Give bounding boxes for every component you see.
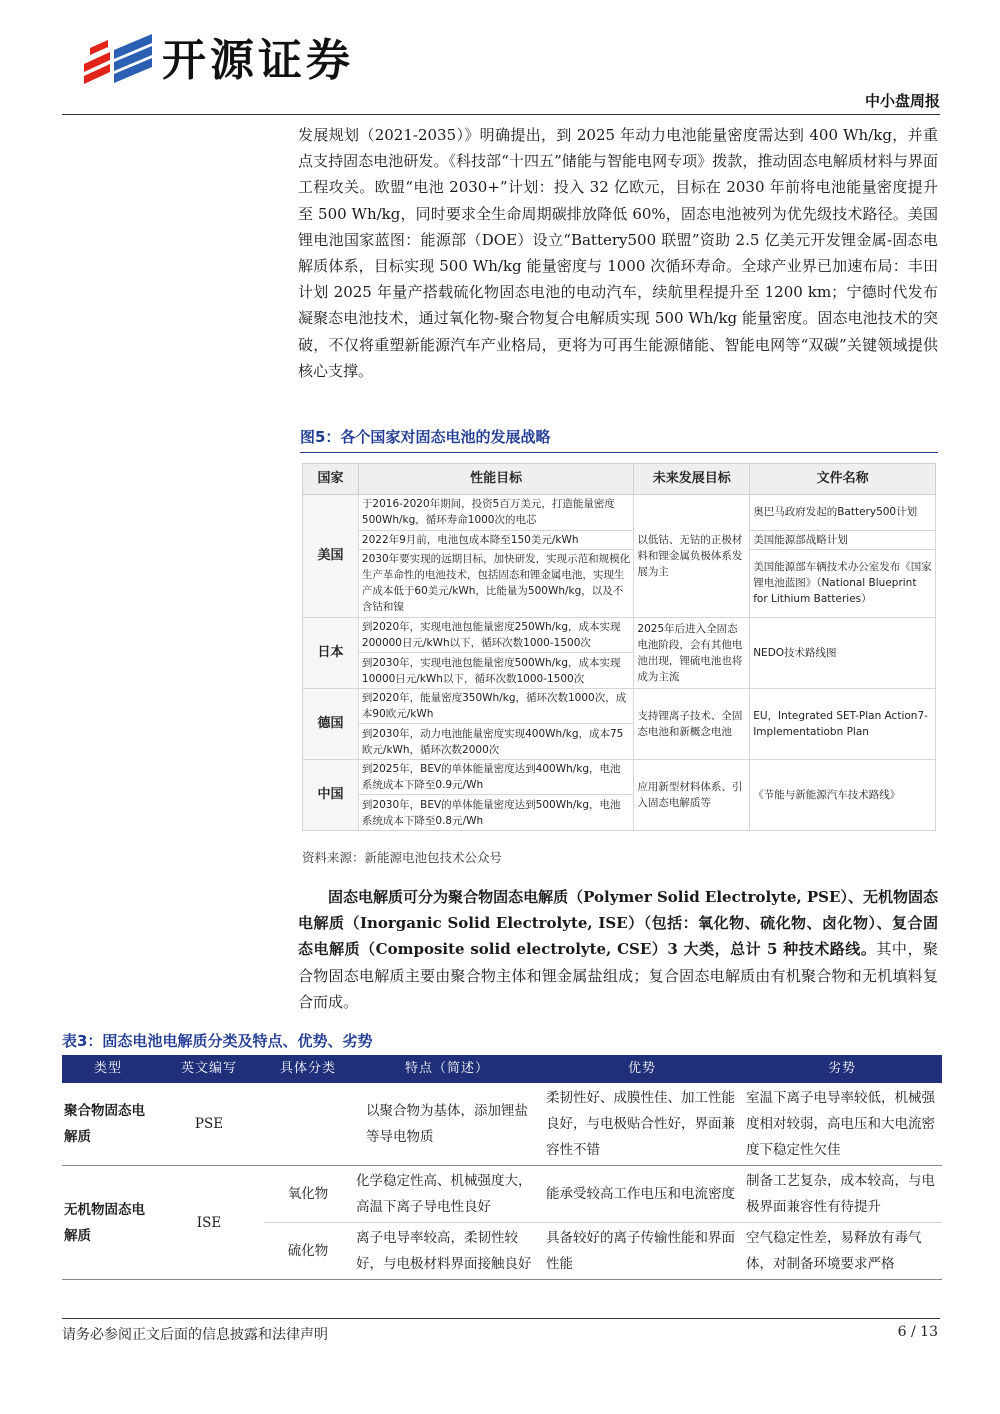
feature-cell: 以聚合物为基体，添加锂盐等导电物质 xyxy=(352,1083,542,1166)
type-cell: 聚合物固态电解质 xyxy=(62,1083,154,1166)
paragraph-bold-lead: 固态电解质可分为聚合物固态电解质（Polymer Solid Electrolyte, PSE）、无机物固态电解质（Inorganic Solid Electrolyte, ISE）（包括：氧化物、硫化物、卤化物）、复合固态电解质（Composite solid electrolyte, CSE）3 大类，总计 5 种技术路线。 xyxy=(298,888,938,959)
advantage-cell: 具备较好的离子传输性能和界面性能 xyxy=(542,1223,742,1280)
type-cell: 无机物固态电解质 xyxy=(62,1166,154,1280)
figure5-strategy-table xyxy=(302,463,936,831)
report-type-label: 中小盘周报 xyxy=(864,92,940,110)
table-row xyxy=(62,1083,942,1166)
goal-cell: 2022年9月前，电池包成本降至150美元/kWh xyxy=(358,530,634,549)
table-row xyxy=(62,1166,942,1223)
table-row xyxy=(303,530,936,549)
disadvantage-cell: 室温下离子电导率较低，机械强度相对较弱，高电压和大电流密度下稳定性欠佳 xyxy=(742,1083,942,1166)
brand-name: 开源证券 xyxy=(162,35,354,86)
col-header-document: 文件名称 xyxy=(750,464,936,495)
header-divider xyxy=(62,114,940,115)
goal-cell: 到2020年，能量密度350Wh/kg，循环次数1000次，成本90欧元/kWh xyxy=(358,688,634,724)
figure-title: 图5：各个国家对固态电池的发展战略 xyxy=(300,428,551,446)
doc-cell: EU，Integrated SET-Plan Action7-Implementatiobn Plan xyxy=(750,688,936,759)
brand-logo-icon xyxy=(80,30,158,92)
future-cell: 应用新型材料体系、引入固态电解质等 xyxy=(634,759,750,830)
subtype-cell: 硫化物 xyxy=(264,1223,352,1280)
intro-paragraph: 发展规划（2021-2035）》明确提出，到 2025 年动力电池能量密度需达到 400 Wh/kg，并重点支持固态电池研发。《科技部“十四五”储能与智能电网专项》拨款，推动固态电解质材料与界面工程攻关。欧盟“电池 2030+”计划：投入 32 亿欧元，目标在 2030 年前将电池能量密度提升至 500 Wh/kg，同时要求全生命周期碳排放降低 60%，固态电池被列为优先级技术路径。美国锂电池国家蓝图：能源部（DOE）设立“Battery500 联盟”资助 2.5 亿美元开发锂金属-固态电解质体系，目标实现 500 Wh/kg 能量密度与 1000 次循环寿命。全球产业界已加速布局：丰田计划 2025 年量产搭载硫化物固态电池的电动汽车，续航里程提升至 1200 km；宁德时代发布凝聚态电池技术，通过氧化物-聚合物复合电解质实现 500 Wh/kg 能量密度。固态电池技术的突破，不仅将重塑新能源汽车产业格局，更将为可再生能源储能、智能电网等“双碳”关键领域提供核心支撑。 xyxy=(298,126,938,380)
electrolyte-paragraph xyxy=(298,884,938,1015)
figure-source: 资料来源：新能源电池包技术公众号 xyxy=(302,850,503,865)
col-header-disadvantage: 劣势 xyxy=(742,1055,942,1083)
page-number: 6 / 13 xyxy=(897,1324,938,1340)
col-header-performance: 性能目标 xyxy=(358,464,634,495)
goal-cell: 到2030年，动力电池能量密度实现400Wh/kg，成本75欧元/kWh，循环次数2000次 xyxy=(358,724,634,760)
goal-cell: 到2030年，BEV的单体能量密度达到500Wh/kg，电池系统成本下降至0.8元/Wh xyxy=(358,795,634,831)
abbr-cell: PSE xyxy=(154,1083,264,1166)
col-header-subtype: 具体分类 xyxy=(264,1055,352,1083)
goal-cell: 2030年要实现的远期目标，加快研发，实现示范和规模化生产革命性的电池技术，包括固态和锂金属电池，实现生产成本低于60美元/kWh，比能量为500Wh/kg，以及不含钴和镍 xyxy=(358,549,634,617)
footer-divider xyxy=(62,1318,940,1319)
goal-cell: 到2020年，实现电池包能量密度250Wh/kg，成本实现200000日元/kWh以下，循环次数1000-1500次 xyxy=(358,617,634,653)
feature-cell: 化学稳定性高、机械强度大，高温下离子导电性良好 xyxy=(352,1166,542,1223)
goal-cell: 于2016-2020年期间，投资5百万美元，打造能量密度500Wh/kg，循环寿命1000次的电芯 xyxy=(358,495,634,531)
disadvantage-cell: 制备工艺复杂，成本较高，与电极界面兼容性有待提升 xyxy=(742,1166,942,1223)
figure-title-divider xyxy=(300,452,938,453)
doc-cell: 奥巴马政府发起的Battery500计划 xyxy=(750,495,936,531)
future-cell: 以低钴、无钴的正极材料和锂金属负极体系发展为主 xyxy=(634,495,750,618)
goal-cell: 到2025年，BEV的单体能量密度达到400Wh/kg，电池系统成本下降至0.9元/Wh xyxy=(358,759,634,795)
disadvantage-cell: 空气稳定性差，易释放有毒气体，对制备环境要求严格 xyxy=(742,1223,942,1280)
doc-cell: NEDO技术路线图 xyxy=(750,617,936,688)
doc-cell: 《节能与新能源汽车技术路线》 xyxy=(750,759,936,830)
advantage-cell: 能承受较高工作电压和电流密度 xyxy=(542,1166,742,1223)
table-row xyxy=(303,495,936,531)
country-cell: 日本 xyxy=(303,617,359,688)
table-row xyxy=(303,617,936,653)
advantage-cell: 柔韧性好、成膜性佳、加工性能良好，与电极贴合性好，界面兼容性不错 xyxy=(542,1083,742,1166)
country-cell: 中国 xyxy=(303,759,359,830)
doc-cell: 美国能源部战略计划 xyxy=(750,530,936,549)
subtype-cell xyxy=(264,1083,352,1166)
future-cell: 2025年后进入全固态电池阶段，会有其他电池出现，锂硫电池也将成为主流 xyxy=(634,617,750,688)
col-header-advantage: 优势 xyxy=(542,1055,742,1083)
footer-disclaimer: 请务必参阅正文后面的信息披露和法律声明 xyxy=(62,1327,328,1343)
subtype-cell: 氧化物 xyxy=(264,1166,352,1223)
future-cell: 支持锂离子技术、全固态电池和新概念电池 xyxy=(634,688,750,759)
col-header-future: 未来发展目标 xyxy=(634,464,750,495)
col-header-type: 类型 xyxy=(62,1055,154,1083)
goal-cell: 到2030年，实现电池包能量密度500Wh/kg，成本实现10000日元/kWh以下，循环次数1000-1500次 xyxy=(358,653,634,689)
table3-title: 表3：固态电池电解质分类及特点、优势、劣势 xyxy=(62,1032,373,1050)
abbr-cell: ISE xyxy=(154,1166,264,1280)
table-row xyxy=(303,688,936,724)
table3-electrolyte-table xyxy=(62,1055,942,1280)
paragraph-rest: 其中，聚合物固态电解质主要由聚合物主体和锂金属盐组成；复合固态电解质由有机聚合物和无机填料复合而成。 xyxy=(298,940,938,1011)
col-header-abbr: 英文编写 xyxy=(154,1055,264,1083)
col-header-feature: 特点（简述） xyxy=(352,1055,542,1083)
country-cell: 德国 xyxy=(303,688,359,759)
table-row xyxy=(303,549,936,617)
col-header-country: 国家 xyxy=(303,464,359,495)
country-cell: 美国 xyxy=(303,495,359,618)
doc-cell: 美国能源部车辆技术办公室发布《国家锂电池蓝图》（National Blueprint for Lithium Batteries） xyxy=(750,549,936,617)
table-row xyxy=(303,759,936,795)
feature-cell: 离子电导率较高，柔韧性较好，与电极材料界面接触良好 xyxy=(352,1223,542,1280)
